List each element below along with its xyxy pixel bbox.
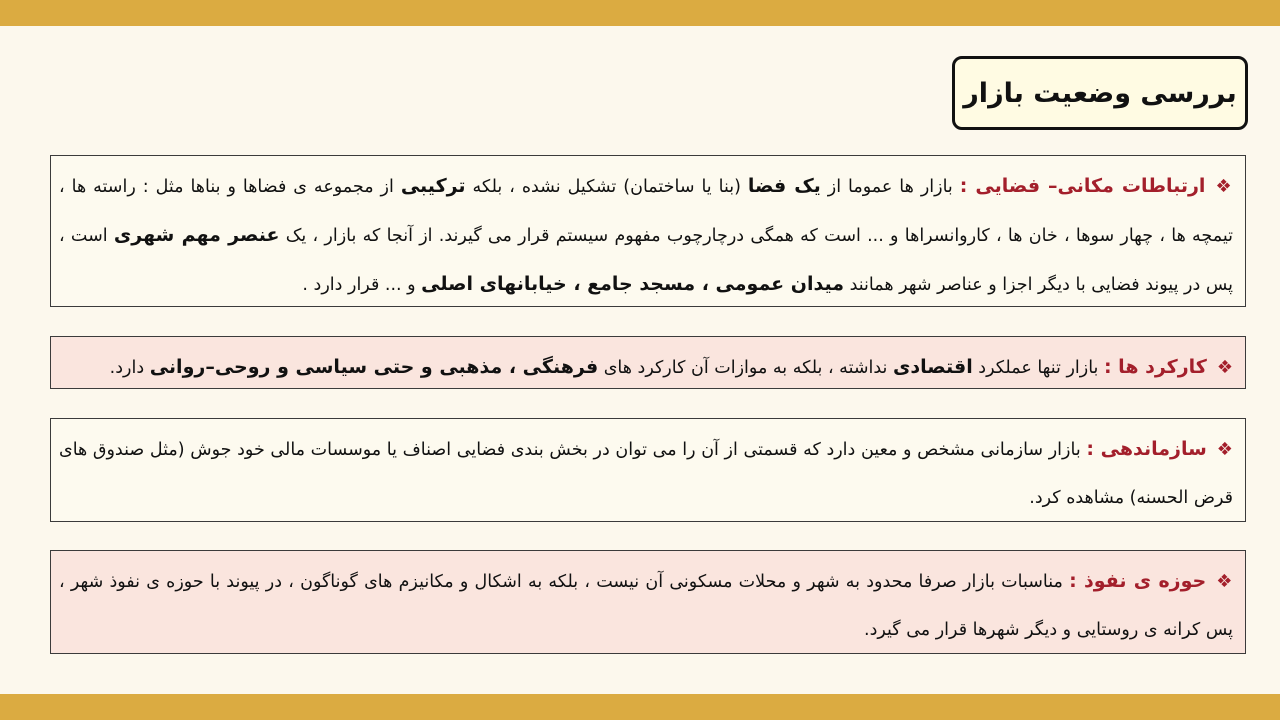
bold-term: اقتصادی [893,356,973,378]
body-text: بازار سازمانی مشخص و معین دارد که قسمتی از آن را می توان در بخش بندی فضایی اصناف یا موسسات مالی خود جوش (مثل صندوق های قرض الحسنه) مشاهده کرد. [59,440,1233,508]
body-text: بازار ها عموما از [820,177,960,197]
slide-title-box [952,56,1248,130]
bottom-band [0,694,1280,720]
bold-term: عنصر مهم شهری [113,224,280,246]
body-text: مناسبات بازار صرفا محدود به شهر و محلات مسکونی آن نیست ، بلکه به اشکال و مکانیزم های گوناگون ، در پیوند با حوزه ی نفوذ شهر ، پس کرانه ی روستایی و دیگر شهرها قرار می گیرد. [59,572,1233,640]
section-heading: سازماندهی : [1086,438,1207,460]
section-heading: حوزه ی نفوذ : [1069,570,1207,592]
body-text: (بنا یا ساختمان) تشکیل نشده ، بلکه [465,177,748,197]
body-text: نداشته ، بلکه به موازات آن کارکرد های [598,358,893,378]
bold-term: یک فضا [747,175,821,197]
top-band [0,0,1280,26]
bold-term: فرهنگی ، مذهبی و حتی سیاسی و روحی–روانی [149,356,599,378]
section-heading: ارتباطات مکانی– فضایی : [959,175,1206,197]
section-organization [50,418,1246,522]
diamond-bullet-icon: ❖ [1216,357,1233,378]
diamond-bullet-icon: ❖ [1216,439,1234,460]
body-text: از مجموعه ی فضاها و بناها مثل : راسته ها ، تیمچه ها ، چهار سوها ، خان ها ، کاروانسراها و ... است که همگی درچارچوب مفهوم سیستم قرار می گیرند. از آنجا که بازار ، یک [59,177,1233,246]
body-text: است ، پس در پیوند فضایی با دیگر اجزا و عناصر شهر همانند [59,226,1233,295]
bold-term: ترکیبی [400,175,466,197]
section-functions [50,336,1246,389]
body-text: و ... قرار دارد . [302,275,422,295]
bold-term: میدان عمومی ، مسجد جامع ، خیابانهای اصلی [421,273,844,295]
section-heading: کارکرد ها : [1103,356,1207,378]
slide-title: بررسی وضعیت بازار [963,77,1237,109]
diamond-bullet-icon: ❖ [1215,176,1233,197]
section-influence-area [50,550,1246,654]
diamond-bullet-icon: ❖ [1216,571,1233,592]
body-text: دارد. [109,358,150,378]
body-text: بازار تنها عملکرد [972,358,1104,378]
section-spatial-relations [50,155,1246,307]
